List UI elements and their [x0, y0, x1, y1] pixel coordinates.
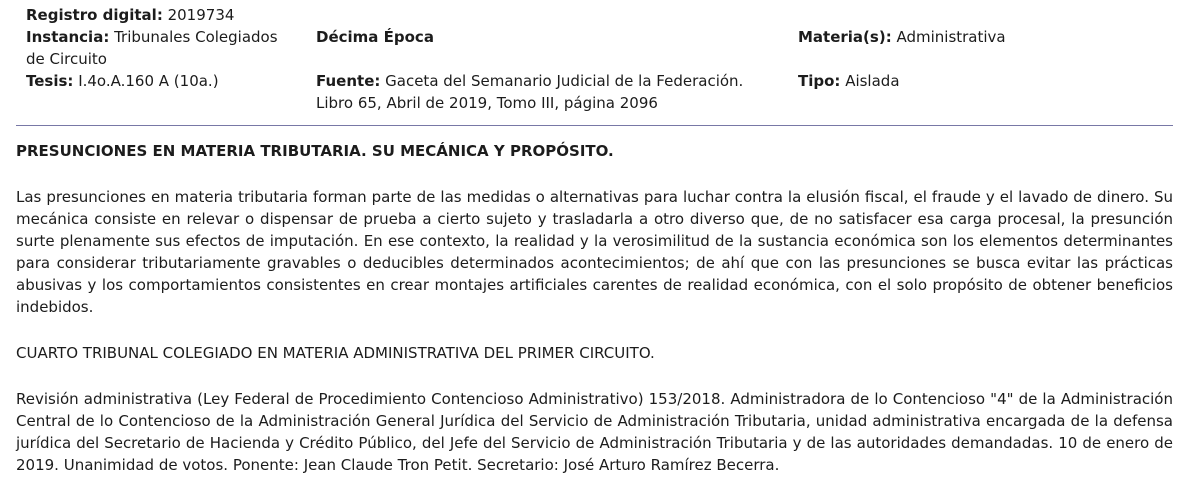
registro-digital — [26, 4, 234, 26]
fuente-line-2 — [316, 92, 658, 114]
epoca — [316, 26, 434, 48]
instancia — [26, 26, 296, 70]
tipo — [798, 70, 900, 92]
fuente-value-2: Libro 65, Abril de 2019, Tomo III, página 2096 — [316, 94, 658, 112]
tipo-label: Tipo: — [798, 72, 841, 90]
instancia-label: Instancia: — [26, 28, 110, 46]
thesis-title: PRESUNCIONES EN MATERIA TRIBUTARIA. SU MECÁNICA Y PROPÓSITO. — [16, 142, 614, 160]
tipo-value: Aislada — [840, 72, 900, 90]
registro-label: Registro digital: — [26, 6, 163, 24]
instancia-value: Tribunales Colegiados de Circuito — [26, 28, 278, 68]
tesis — [26, 70, 219, 92]
materia-value: Administrativa — [891, 28, 1006, 46]
thesis-paragraph: Las presunciones en materia tributaria forman parte de las medidas o alternativas para luchar contra la elusión fiscal, el fraude y el lavado de dinero. Su mecánica consiste en relevar o dispensar de prueba a cierto sujeto y trasladarla a otro diverso que, de no satisfacer esa carga procesal, la presunción surte plenamente sus efectos de imputación. En ese contexto, la realidad y la verosimilitud de la sustancia económica son los elementos determinantes para considerar tributariamente gravables o deducibles determinados acontecimientos; de ahí que con las presunciones se busca evitar las prácticas abusivas y los comportamientos consistentes en crear montajes artificiales carentes de realidad económica, con el solo propósito de obtener beneficios indebidos. — [16, 188, 1173, 316]
fuente-label: Fuente: — [316, 72, 381, 90]
fuente — [316, 70, 743, 92]
tesis-label: Tesis: — [26, 72, 74, 90]
section-divider — [16, 125, 1173, 126]
registro-value: 2019734 — [162, 6, 235, 24]
precedent-paragraph: Revisión administrativa (Ley Federal de Procedimiento Contencioso Administrativo) 153/2018. Administradora de lo Contencioso "4" de la Administración Central de lo Contencioso de la Administración General Jurídica del Servicio de Administración Tributaria, unidad administrativa encargada de la defensa jurídica del Secretario de Hacienda y Crédito Público, del Jefe del Servicio de Administración Tributaria y de las autoridades demandadas. 10 de enero de 2019. Unanimidad de votos. Ponente: Jean Claude Tron Petit. Secretario: José Arturo Ramírez Becerra. — [16, 390, 1173, 474]
fuente-value: Gaceta del Semanario Judicial de la Federación. — [380, 72, 744, 90]
thesis-body — [16, 140, 1173, 476]
tribunal-name: CUARTO TRIBUNAL COLEGIADO EN MATERIA ADMINISTRATIVA DEL PRIMER CIRCUITO. — [16, 344, 655, 362]
materia-label: Materia(s): — [798, 28, 892, 46]
tesis-value: I.4o.A.160 A (10a.) — [73, 72, 219, 90]
materia — [798, 26, 1006, 48]
epoca-label: Décima Época — [316, 28, 434, 46]
